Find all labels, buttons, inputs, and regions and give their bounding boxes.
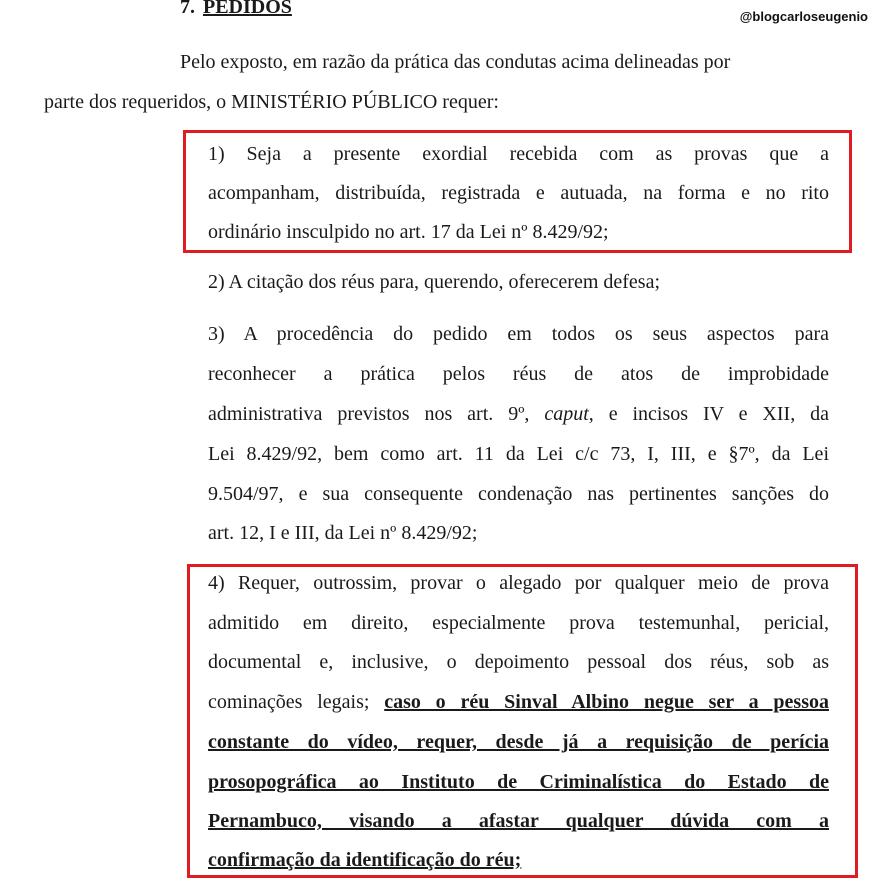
item-4-line-1-text: 4) Requer, outrossim, provar o alegado por qualquer meio de prova xyxy=(208,572,829,594)
item-4-line-6-text: prosopográfica ao Instituto de Criminalística do Estado de xyxy=(208,771,829,793)
section-number: 7. xyxy=(180,0,195,18)
item-3-line-1-text: 3) A procedência do pedido em todos os seus aspectos para xyxy=(208,323,829,345)
section-heading xyxy=(180,0,292,19)
intro-line-1-text: Pelo exposto, em razão da prática das condutas acima delineadas por xyxy=(180,51,731,73)
section-title: PEDIDOS xyxy=(203,0,292,18)
item-3-line-3a: administrativa previstos nos art. 9º, xyxy=(208,403,545,425)
item-3-line-4-text: Lei 8.429/92, bem como art. 11 da Lei c/c 73, I, III, e §7º, da Lei xyxy=(208,443,829,465)
intro-line-1 xyxy=(180,42,829,82)
item-4-line-7-text: Pernambuco, visando a afastar qualquer dúvida com a xyxy=(208,810,829,832)
item-2-line-1: 2) A citação dos réus para, querendo, oferecerem defesa; xyxy=(208,271,661,293)
item-3-line-6: art. 12, I e III, da Lei nº 8.429/92; xyxy=(208,522,478,544)
item-3-caput: caput xyxy=(544,403,589,425)
item-3-line-5-text: 9.504/97, e sua consequente condenação nas pertinentes sanções do xyxy=(208,483,829,505)
intro-line-2: parte dos requeridos, o MINISTÉRIO PÚBLICO requer: xyxy=(44,91,499,113)
item-3-line-2-text: reconhecer a prática pelos réus de atos de improbidade xyxy=(208,363,829,385)
item-1-line-1-text: 1) Seja a presente exordial recebida com as provas que a xyxy=(208,143,829,165)
item-1-line-3: ordinário insculpido no art. 17 da Lei nº 8.429/92; xyxy=(208,221,609,243)
item-4-line-3-text: documental e, inclusive, o depoimento pessoal dos réus, sob as xyxy=(208,651,829,673)
item-4-line-2-text: admitido em direito, especialmente prova testemunhal, pericial, xyxy=(208,612,829,634)
item-1-line-2-text: acompanham, distribuída, registrada e autuada, na forma e no rito xyxy=(208,182,829,204)
item-3-line-3c: , e incisos IV e XII, da xyxy=(588,403,829,425)
item-4-line-5-text: constante do vídeo, requer, desde já a requisição de perícia xyxy=(208,731,829,753)
item-4-line-4a: cominações legais; xyxy=(208,691,385,713)
item-4-line-8: confirmação da identificação do réu; xyxy=(208,849,522,871)
watermark: @blogcarloseugenio xyxy=(739,9,868,24)
item-4-line-4b: caso o réu Sinval Albino negue ser a pessoa xyxy=(384,691,829,713)
